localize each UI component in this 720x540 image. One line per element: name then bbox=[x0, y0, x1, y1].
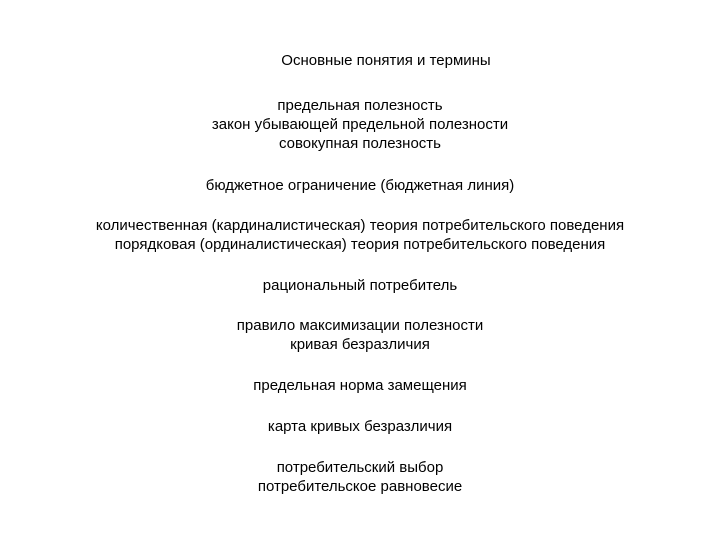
term-marginal-rate-of-substitution: предельная норма замещения bbox=[253, 377, 467, 394]
term-group-map bbox=[0, 417, 720, 436]
term-group-maximization bbox=[0, 316, 720, 354]
term-group-utility bbox=[0, 96, 720, 153]
term-group-rational bbox=[0, 276, 720, 295]
term-indifference-curve: кривая безразличия bbox=[290, 336, 430, 353]
term-budget-constraint: бюджетное ограничение (бюджетная линия) bbox=[205, 177, 515, 194]
term-group-choice bbox=[0, 458, 720, 496]
term-diminishing-marginal-utility: закон убывающей предельной полезности bbox=[211, 116, 509, 133]
term-group-substitution bbox=[0, 376, 720, 395]
term-utility-maximization-rule: правило максимизации полезности bbox=[236, 317, 484, 334]
term-ordinal-theory: порядковая (ординалистическая) теория потребительского поведения bbox=[114, 236, 606, 253]
term-rational-consumer: рациональный потребитель bbox=[262, 277, 458, 294]
term-consumer-equilibrium: потребительское равновесие bbox=[257, 478, 463, 495]
term-group-budget bbox=[0, 176, 720, 195]
slide-title: Основные понятия и термины bbox=[281, 52, 491, 69]
term-indifference-map: карта кривых безразличия bbox=[267, 418, 453, 435]
term-group-theories bbox=[0, 216, 720, 254]
term-total-utility: совокупная полезность bbox=[278, 135, 441, 152]
term-marginal-utility: предельная полезность bbox=[277, 97, 443, 114]
term-consumer-choice: потребительский выбор bbox=[276, 459, 444, 476]
term-cardinal-theory: количественная (кардиналистическая) теория потребительского поведения bbox=[95, 217, 625, 234]
